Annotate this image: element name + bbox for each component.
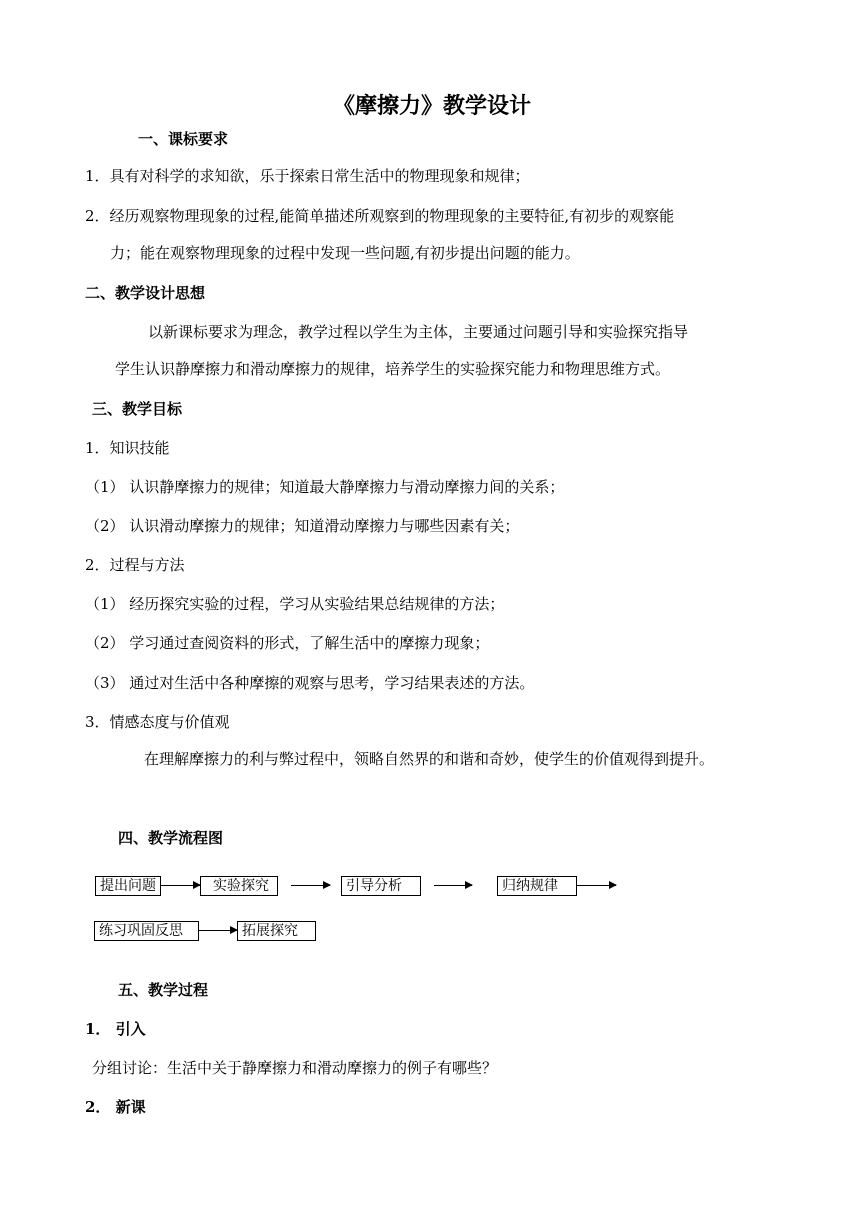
flow-box-summarize: 归纳规律 (497, 876, 577, 896)
section-heading-objectives: 三、教学目标 (92, 400, 183, 418)
knowledge-item-1: （1） 认识静摩擦力的规律；知道最大静摩擦力与滑动摩擦力间的关系； (85, 478, 565, 496)
flow-box-practice-reflect: 练习巩固反思 (94, 921, 199, 941)
process-step-intro: 1． 引入 (85, 1020, 146, 1038)
flow-arrow-3 (434, 885, 472, 886)
flow-box-experiment: 实验探究 (200, 876, 278, 896)
document-title: 《摩擦力》教学设计 (333, 93, 532, 119)
process-item-1: （1） 经历探究实验的过程，学习从实验结果总结规律的方法； (85, 595, 505, 613)
objectives-sub-process: 2．过程与方法 (85, 556, 185, 574)
objectives-sub-knowledge: 1．知识技能 (85, 439, 170, 457)
flow-arrow-1 (161, 885, 200, 886)
design-idea-line-1: 以新课标要求为理念，教学过程以学生为主体，主要通过问题引导和实验探究指导 (148, 323, 689, 341)
flow-box-ask-question: 提出问题 (95, 876, 161, 896)
flow-arrow-2 (291, 885, 330, 886)
process-intro-text: 分组讨论：生活中关于静摩擦力和滑动摩擦力的例子有哪些？ (92, 1059, 498, 1077)
process-item-3: （3） 通过对生活中各种摩擦的观察与思考，学习结果表述的方法。 (85, 674, 535, 692)
design-idea-line-2: 学生认识静摩擦力和滑动摩擦力的规律，培养学生的实验探究能力和物理思维方式。 (115, 360, 671, 378)
section-heading-flowchart: 四、教学流程图 (118, 829, 224, 847)
objectives-sub-attitude: 3．情感态度与价值观 (85, 713, 230, 731)
section-heading-process: 五、教学过程 (118, 981, 209, 999)
attitude-text: 在理解摩擦力的利与弊过程中，领略自然界的和谐和奇妙，使学生的价值观得到提升。 (144, 750, 715, 768)
standards-item-1: 1．具有对科学的求知欲，乐于探索日常生活中的物理现象和规律； (85, 167, 530, 185)
process-item-2: （2） 学习通过查阅资料的形式，了解生活中的摩擦力现象； (85, 634, 490, 652)
standards-item-2: 2．经历观察物理现象的过程,能简单描述所观察到的物理现象的主要特征,有初步的观察能 (85, 207, 675, 225)
section-heading-design-idea: 二、教学设计思想 (85, 284, 206, 302)
process-step-new-lesson: 2． 新课 (85, 1098, 146, 1116)
flow-box-extend: 拓展探究 (237, 921, 316, 941)
standards-item-2-continued: 力；能在观察物理现象的过程中发现一些问题,有初步提出问题的能力。 (110, 244, 580, 262)
section-heading-standards: 一、课标要求 (138, 130, 229, 148)
flow-arrow-4 (577, 885, 616, 886)
knowledge-item-2: （2） 认识滑动摩擦力的规律；知道滑动摩擦力与哪些因素有关； (85, 517, 520, 535)
flow-box-guided-analysis: 引导分析 (341, 876, 421, 896)
flow-arrow-5 (199, 930, 237, 931)
